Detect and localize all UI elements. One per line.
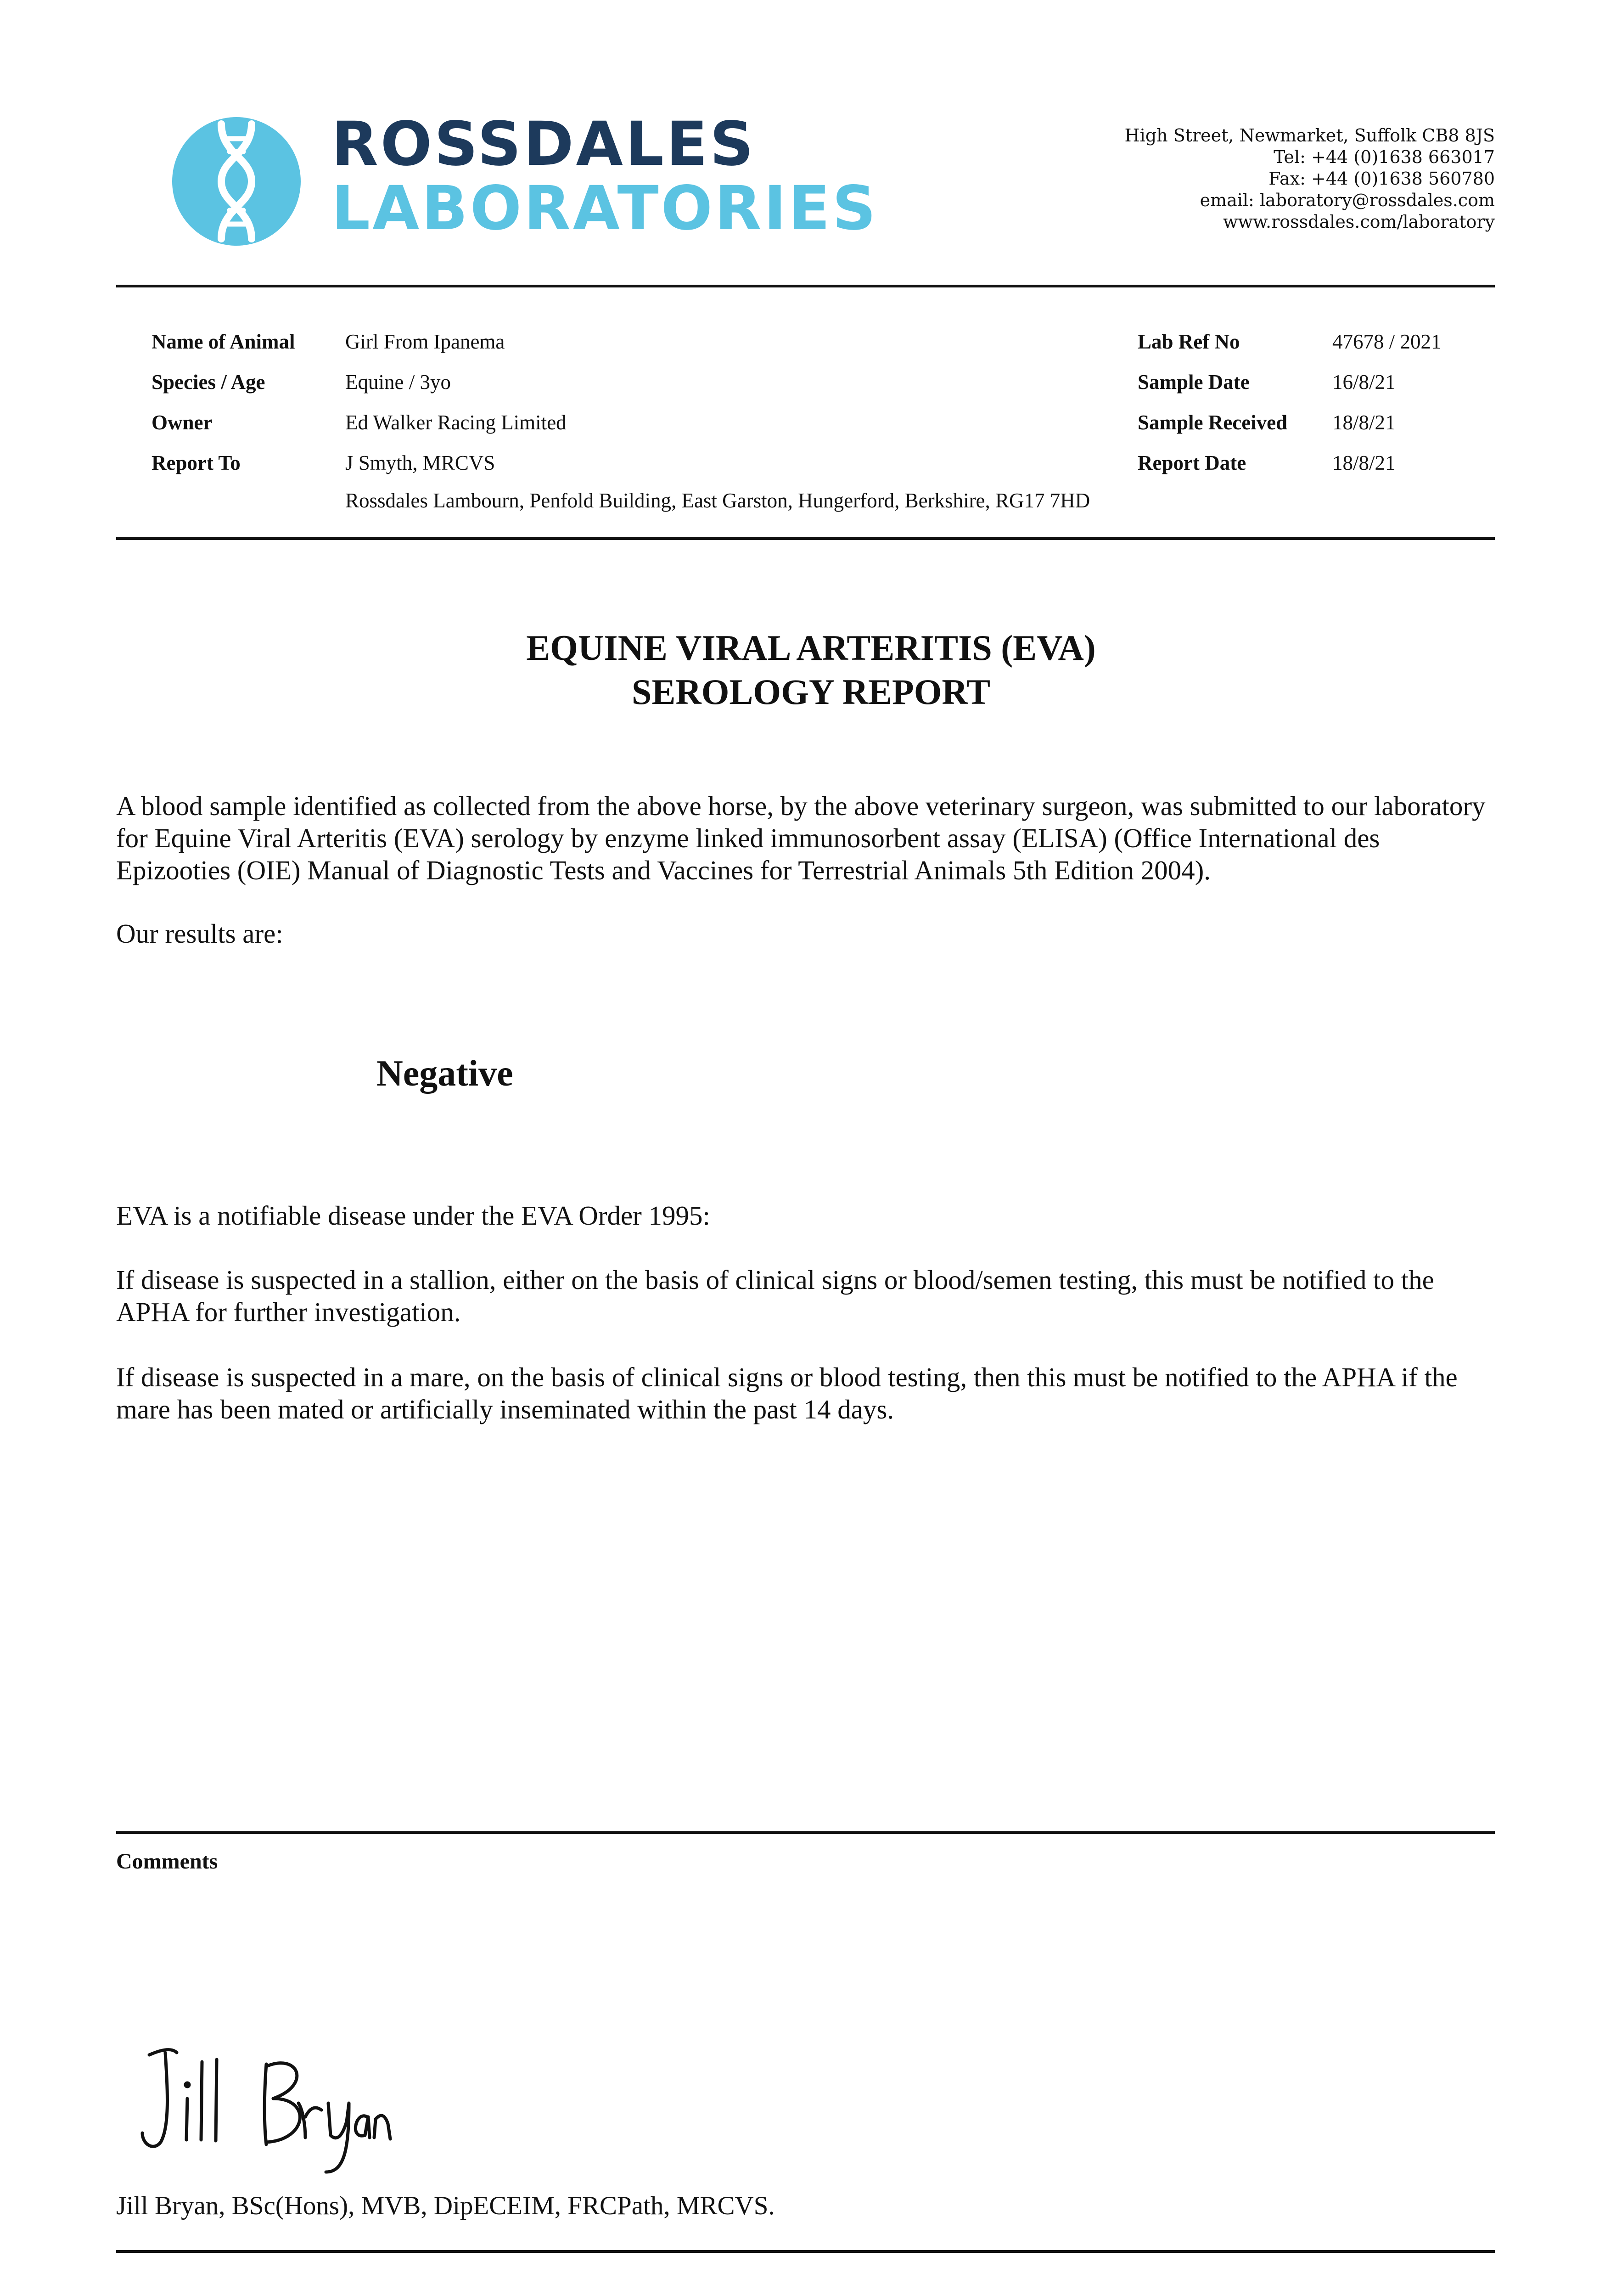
mare-note: If disease is suspected in a mare, on the basis of clinical signs or blood testing, then this must be notified to the APHA if the mare has been mated or artificially inseminated within the past 14 days. xyxy=(116,1362,1458,1424)
intro-paragraph: A blood sample identified as collected from the above horse, by the above veterinary surgeon, was submitted to our laboratory for Equine Viral Arteritis (EVA) serology by enzyme linked immunosorbent assay (ELISA) (Office International des Epizooties (OIE) Manual of Diagnostic Tests and Vaccines for Terrestrial Animals 5th Edition 2004). xyxy=(116,791,1486,885)
contact-web: www.rossdales.com/laboratory xyxy=(1223,212,1495,232)
divider xyxy=(116,2250,1495,2253)
detail-label: Name of Animal xyxy=(152,330,295,353)
detail-value: 16/8/21 xyxy=(1332,371,1396,394)
detail-value: 18/8/21 xyxy=(1332,451,1396,474)
comments-label: Comments xyxy=(116,1849,218,1874)
results-lead: Our results are: xyxy=(116,918,283,949)
result-value: Negative xyxy=(376,1053,513,1094)
divider xyxy=(116,537,1495,540)
detail-label: Report To xyxy=(152,451,241,474)
detail-label: Lab Ref No xyxy=(1138,330,1240,353)
detail-label: Sample Received xyxy=(1138,411,1288,434)
divider xyxy=(116,1831,1495,1834)
contact-email: email: laboratory@rossdales.com xyxy=(1200,190,1495,210)
report-subtitle: SEROLOGY REPORT xyxy=(632,672,990,712)
stallion-note: If disease is suspected in a stallion, either on the basis of clinical signs or blood/semen testing, this must be notified to the APHA for further investigation. xyxy=(116,1265,1434,1327)
signature xyxy=(133,2034,395,2186)
detail-value: 47678 / 2021 xyxy=(1332,330,1442,353)
detail-label: Species / Age xyxy=(152,371,265,394)
contact-fax: Fax: +44 (0)1638 560780 xyxy=(1268,169,1495,189)
contact-address: High Street, Newmarket, Suffolk CB8 8JS xyxy=(1124,125,1495,146)
signer-name: Jill Bryan, BSc(Hons), MVB, DipECEIM, FRCPath, MRCVS. xyxy=(116,2191,775,2220)
detail-value: J Smyth, MRCVS xyxy=(345,451,495,474)
contact-block xyxy=(1125,125,1495,233)
detail-value: 18/8/21 xyxy=(1332,411,1396,434)
detail-value: Girl From Ipanema xyxy=(345,330,505,353)
detail-value: Ed Walker Racing Limited xyxy=(345,411,567,434)
detail-value: Equine / 3yo xyxy=(345,371,451,394)
detail-label: Report Date xyxy=(1138,451,1246,474)
detail-label: Owner xyxy=(152,411,213,434)
report-title: EQUINE VIRAL ARTERITIS (EVA) xyxy=(526,628,1096,668)
divider xyxy=(116,285,1495,287)
dna-helix-icon xyxy=(170,115,303,248)
brand-name-line1: ROSSDALES xyxy=(331,109,756,180)
contact-tel: Tel: +44 (0)1638 663017 xyxy=(1274,147,1495,167)
brand-name-line2: LABORATORIES xyxy=(331,173,878,244)
detail-label: Sample Date xyxy=(1138,371,1250,394)
notifiable-notice: EVA is a notifiable disease under the EVA Order 1995: xyxy=(116,1200,710,1231)
report-to-address: Rossdales Lambourn, Penfold Building, East Garston, Hungerford, Berkshire, RG17 7HD xyxy=(345,489,1090,512)
